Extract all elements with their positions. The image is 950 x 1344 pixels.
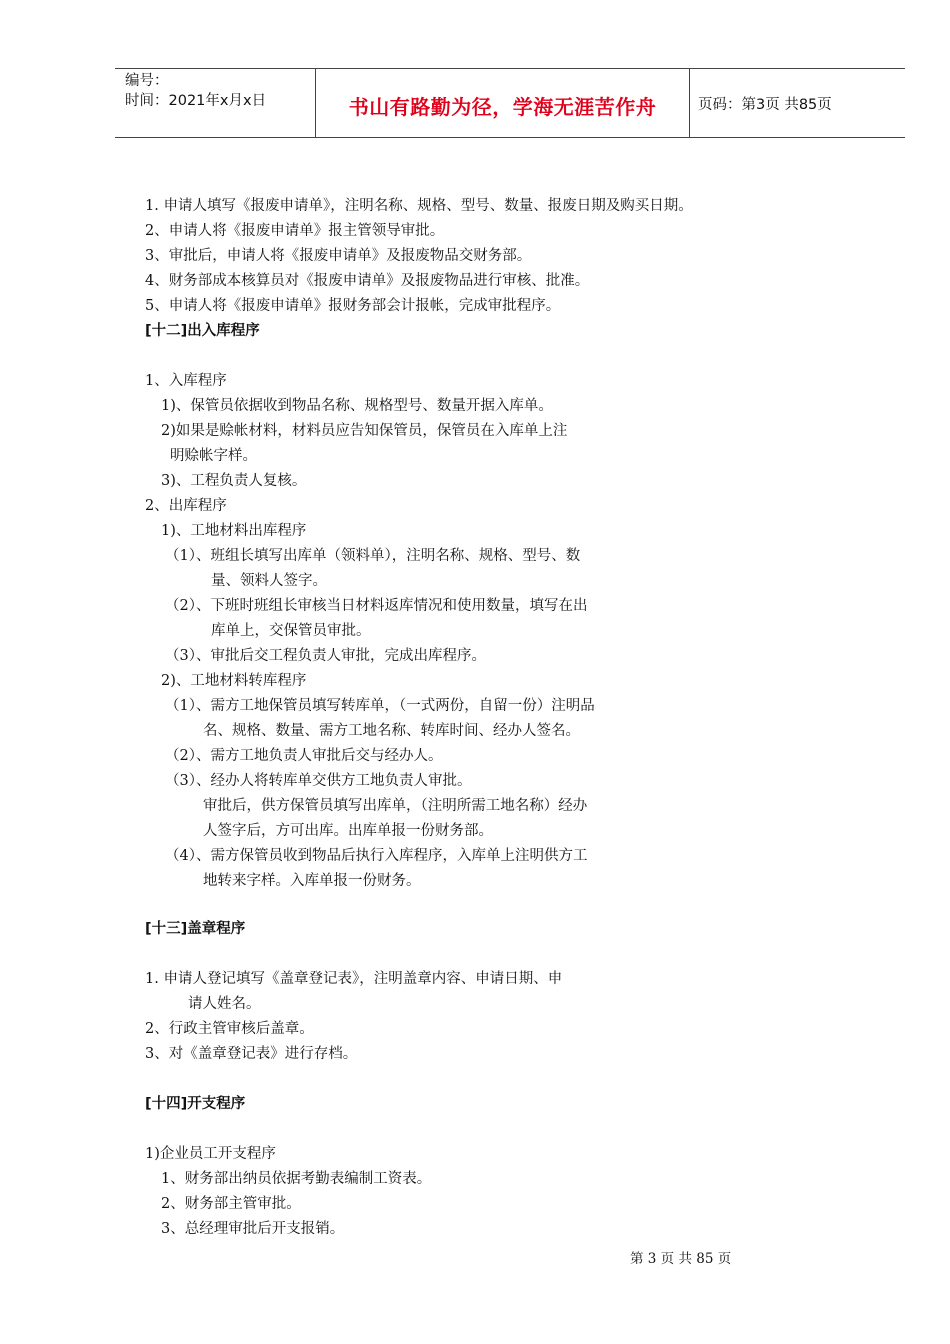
body-line: 2、申请人将《报废申请单》报主管领导审批。 xyxy=(145,223,445,239)
body-line: 3、对《盖章登记表》进行存档。 xyxy=(145,1046,358,1062)
body-line: 1)企业员工开支程序 xyxy=(145,1146,276,1162)
body-line: 明赊帐字样。 xyxy=(170,448,257,464)
body-line: 审批后，供方保管员填写出库单，（注明所需工地名称）经办 xyxy=(203,798,588,814)
body-line: 1)、工地材料出库程序 xyxy=(161,523,307,539)
body-line: （3）、经办人将转库单交供方工地负责人审批。 xyxy=(165,773,472,789)
body-line: （3）、审批后交工程负责人审批，完成出库程序。 xyxy=(165,648,486,664)
body-line: 名、规格、数量、需方工地名称、转库时间、经办人签名。 xyxy=(203,723,580,739)
body-line: （2）、需方工地负责人审批后交与经办人。 xyxy=(165,748,443,764)
body-line: 1. 申请人填写《报废申请单》，注明名称、规格、型号、数量、报废日期及购买日期。 xyxy=(145,198,693,214)
body-line: 3、审批后，申请人将《报废申请单》及报废物品交财务部。 xyxy=(145,248,532,264)
page-footer: 第 3 页 共 85 页 xyxy=(630,1251,732,1267)
body-line: 5、申请人将《报废申请单》报财务部会计报帐，完成审批程序。 xyxy=(145,298,561,314)
body-line: 库单上，交保管员审批。 xyxy=(211,623,371,639)
body-line: 2)、工地材料转库程序 xyxy=(161,673,307,689)
header-page-cell xyxy=(690,69,905,137)
serial-label: 编号： xyxy=(125,73,169,89)
body-line: 2)如果是赊帐材料，材料员应告知保管员，保管员在入库单上注 xyxy=(161,423,568,439)
body-line: 人签字后，方可出库。出库单报一份财务部。 xyxy=(203,823,493,839)
motto-text: 书山有路勤为径，学海无涯苦作舟 xyxy=(348,95,657,119)
body-line: 2、出库程序 xyxy=(145,498,227,514)
body-line: 3、总经理审批后开支报销。 xyxy=(161,1221,345,1237)
body-line: 1、财务部出纳员依据考勤表编制工资表。 xyxy=(161,1171,432,1187)
body-line: （1）、需方工地保管员填写转库单，（一式两份，自留一份）注明品 xyxy=(165,698,595,714)
body-line: 4、财务部成本核算员对《报废申请单》及报废物品进行审核、批准。 xyxy=(145,273,590,289)
section-heading: [十二]出入库程序 xyxy=(145,323,260,339)
section-heading: [十四]开支程序 xyxy=(145,1096,246,1112)
body-line: 2、财务部主管审批。 xyxy=(161,1196,301,1212)
body-line: 1)、保管员依据收到物品名称、规格型号、数量开据入库单。 xyxy=(161,398,553,414)
page-header xyxy=(115,68,905,138)
body-line: 1. 申请人登记填写《盖章登记表》，注明盖章内容、申请日期、申 xyxy=(145,971,563,987)
body-line: （4）、需方保管员收到物品后执行入库程序，入库单上注明供方工 xyxy=(165,848,588,864)
page-number-label: 页码：第3页 共85页 xyxy=(698,97,832,113)
body-line: 3)、工程负责人复核。 xyxy=(161,473,307,489)
body-line: 2、行政主管审核后盖章。 xyxy=(145,1021,314,1037)
section-heading: [十三]盖章程序 xyxy=(145,921,246,937)
header-motto-cell xyxy=(316,69,690,137)
body-line: 地转来字样。入库单报一份财务。 xyxy=(203,873,421,889)
body-line: 请人姓名。 xyxy=(188,996,261,1012)
body-line: 1、入库程序 xyxy=(145,373,227,389)
body-line: （1）、班组长填写出库单（领料单），注明名称、规格、型号、数 xyxy=(165,548,581,564)
body-line: （2）、下班时班组长审核当日材料返库情况和使用数量，填写在出 xyxy=(165,598,588,614)
time-label: 时间：2021年x月x日 xyxy=(125,93,267,109)
body-line: 量、领料人签字。 xyxy=(211,573,327,589)
header-meta-cell xyxy=(115,69,316,137)
